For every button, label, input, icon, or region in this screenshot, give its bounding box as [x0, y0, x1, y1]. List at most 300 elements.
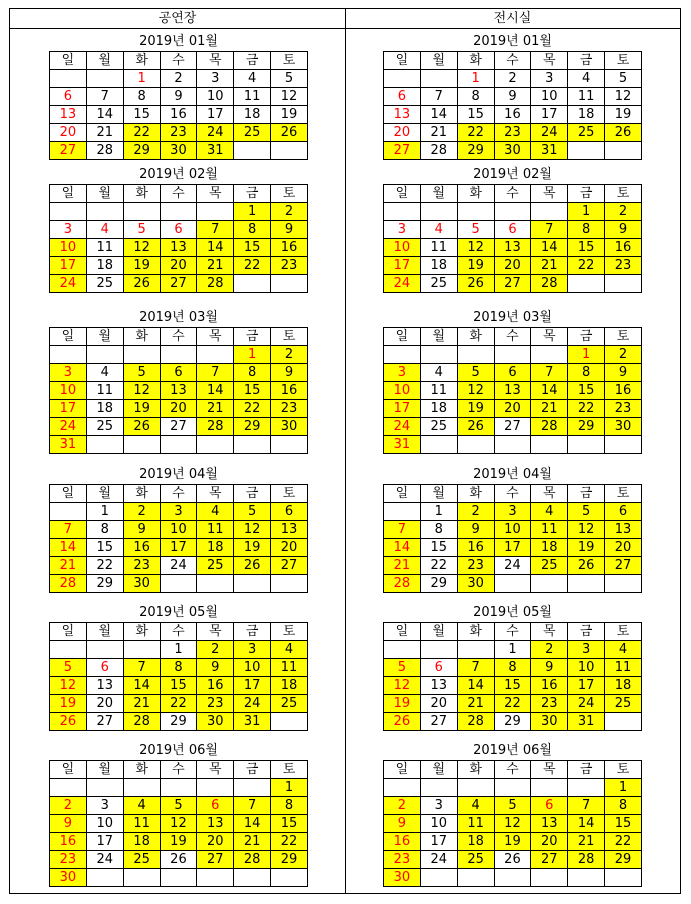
- day-cell: 31: [568, 713, 605, 731]
- day-cell: 7: [86, 88, 123, 106]
- week-row: [50, 239, 308, 257]
- day-cell: 18: [605, 677, 642, 695]
- day-cell: 3: [531, 70, 568, 88]
- empty-day-cell: [531, 779, 568, 797]
- month-title: 2019년 04월: [473, 467, 552, 482]
- week-row: [50, 275, 308, 293]
- day-cell: 5: [568, 503, 605, 521]
- day-cell: 20: [420, 695, 457, 713]
- weekday-header: 목: [531, 52, 568, 70]
- day-cell: 9: [50, 815, 87, 833]
- day-cell: 1: [568, 203, 605, 221]
- weekday-header: 화: [123, 485, 160, 503]
- day-cell: 26: [123, 275, 160, 293]
- day-cell: 24: [531, 124, 568, 142]
- week-row: [50, 695, 308, 713]
- day-cell: 16: [494, 106, 531, 124]
- day-cell: 30: [50, 869, 87, 887]
- weekday-header: 토: [271, 761, 308, 779]
- day-cell: 9: [197, 659, 234, 677]
- day-cell: 16: [50, 833, 87, 851]
- day-cell: 11: [86, 382, 123, 400]
- week-row: [50, 779, 308, 797]
- day-cell: 12: [494, 815, 531, 833]
- day-cell: 28: [123, 713, 160, 731]
- day-cell: 6: [271, 503, 308, 521]
- month-title: 2019년 03월: [139, 310, 218, 325]
- month-table: [383, 760, 642, 887]
- week-row: [384, 713, 642, 731]
- week-row: [50, 88, 308, 106]
- day-cell: 9: [271, 364, 308, 382]
- day-cell: 20: [531, 833, 568, 851]
- day-cell: 8: [234, 364, 271, 382]
- day-cell: 10: [420, 815, 457, 833]
- day-cell: 31: [384, 436, 421, 454]
- day-cell: 20: [160, 400, 197, 418]
- week-row: [384, 275, 642, 293]
- day-cell: 5: [123, 364, 160, 382]
- day-cell: 16: [123, 539, 160, 557]
- empty-day-cell: [86, 779, 123, 797]
- week-row: [384, 677, 642, 695]
- weekday-header: 월: [420, 761, 457, 779]
- day-cell: 27: [420, 713, 457, 731]
- day-cell: 1: [160, 641, 197, 659]
- month-table: [49, 327, 308, 454]
- day-cell: 27: [86, 713, 123, 731]
- weekday-header: 화: [457, 485, 494, 503]
- day-cell: 31: [531, 142, 568, 160]
- empty-day-cell: [234, 575, 271, 593]
- week-row: [384, 695, 642, 713]
- empty-day-cell: [123, 203, 160, 221]
- week-row: [50, 797, 308, 815]
- week-row: [384, 257, 642, 275]
- day-cell: 27: [531, 851, 568, 869]
- day-cell: 18: [531, 539, 568, 557]
- day-cell: 3: [384, 221, 421, 239]
- empty-day-cell: [420, 779, 457, 797]
- weekday-header-row: [384, 761, 642, 779]
- empty-day-cell: [531, 346, 568, 364]
- day-cell: 7: [234, 797, 271, 815]
- day-cell: 15: [605, 815, 642, 833]
- weekday-header-row: [384, 623, 642, 641]
- empty-day-cell: [50, 641, 87, 659]
- day-cell: 24: [234, 695, 271, 713]
- day-cell: 28: [234, 851, 271, 869]
- day-cell: 21: [123, 695, 160, 713]
- week-row: [50, 70, 308, 88]
- month-table: [49, 760, 308, 887]
- weekday-header: 일: [50, 623, 87, 641]
- day-cell: 14: [86, 106, 123, 124]
- day-cell: 6: [384, 88, 421, 106]
- week-row: [50, 221, 308, 239]
- week-row: [50, 346, 308, 364]
- weekday-header: 일: [50, 185, 87, 203]
- weekday-header: 금: [234, 52, 271, 70]
- empty-day-cell: [457, 641, 494, 659]
- weekday-header: 일: [384, 328, 421, 346]
- empty-day-cell: [160, 779, 197, 797]
- day-cell: 8: [123, 88, 160, 106]
- day-cell: 7: [123, 659, 160, 677]
- day-cell: 17: [160, 539, 197, 557]
- day-cell: 29: [234, 418, 271, 436]
- month-title: 2019년 04월: [139, 467, 218, 482]
- week-row: [50, 364, 308, 382]
- day-cell: 25: [197, 557, 234, 575]
- week-row: [384, 851, 642, 869]
- day-cell: 8: [457, 88, 494, 106]
- weekday-header: 수: [494, 623, 531, 641]
- week-row: [384, 779, 642, 797]
- empty-day-cell: [384, 203, 421, 221]
- empty-day-cell: [384, 779, 421, 797]
- day-cell: 14: [234, 815, 271, 833]
- week-row: [384, 346, 642, 364]
- day-cell: 27: [271, 557, 308, 575]
- day-cell: 29: [86, 575, 123, 593]
- month-table: [383, 327, 642, 454]
- day-cell: 5: [494, 797, 531, 815]
- weekday-header: 금: [568, 328, 605, 346]
- weekday-header: 월: [420, 185, 457, 203]
- week-row: [50, 521, 308, 539]
- day-cell: 4: [568, 70, 605, 88]
- day-cell: 15: [420, 539, 457, 557]
- day-cell: 9: [605, 364, 642, 382]
- day-cell: 23: [160, 124, 197, 142]
- empty-day-cell: [384, 70, 421, 88]
- day-cell: 21: [197, 400, 234, 418]
- day-cell: 24: [384, 418, 421, 436]
- empty-day-cell: [420, 346, 457, 364]
- day-cell: 12: [123, 382, 160, 400]
- day-cell: 15: [457, 106, 494, 124]
- week-row: [384, 539, 642, 557]
- empty-day-cell: [271, 142, 308, 160]
- empty-day-cell: [494, 203, 531, 221]
- day-cell: 1: [234, 346, 271, 364]
- day-cell: 23: [384, 851, 421, 869]
- empty-day-cell: [271, 436, 308, 454]
- day-cell: 12: [384, 677, 421, 695]
- empty-day-cell: [234, 436, 271, 454]
- empty-day-cell: [605, 275, 642, 293]
- empty-day-cell: [234, 142, 271, 160]
- day-cell: 15: [123, 106, 160, 124]
- day-cell: 19: [605, 106, 642, 124]
- gallery-calendar-month: [383, 603, 642, 731]
- day-cell: 30: [494, 142, 531, 160]
- day-cell: 16: [384, 833, 421, 851]
- day-cell: 14: [384, 539, 421, 557]
- day-cell: 23: [457, 557, 494, 575]
- weekday-header: 목: [197, 485, 234, 503]
- weekday-header: 화: [123, 328, 160, 346]
- day-cell: 19: [568, 539, 605, 557]
- week-row: [384, 659, 642, 677]
- day-cell: 3: [160, 503, 197, 521]
- day-cell: 22: [457, 124, 494, 142]
- weekday-header: 금: [234, 623, 271, 641]
- day-cell: 6: [160, 364, 197, 382]
- week-row: [384, 106, 642, 124]
- weekday-header: 목: [531, 623, 568, 641]
- weekday-header: 월: [86, 52, 123, 70]
- weekday-header: 목: [197, 761, 234, 779]
- empty-day-cell: [494, 575, 531, 593]
- day-cell: 25: [420, 418, 457, 436]
- empty-day-cell: [197, 779, 234, 797]
- day-cell: 10: [160, 521, 197, 539]
- day-cell: 6: [605, 503, 642, 521]
- day-cell: 5: [384, 659, 421, 677]
- day-cell: 16: [531, 677, 568, 695]
- day-cell: 15: [86, 539, 123, 557]
- day-cell: 19: [123, 257, 160, 275]
- weekday-header: 수: [160, 328, 197, 346]
- weekday-header: 수: [160, 485, 197, 503]
- day-cell: 25: [86, 275, 123, 293]
- weekday-header: 월: [420, 485, 457, 503]
- day-cell: 18: [420, 257, 457, 275]
- day-cell: 12: [50, 677, 87, 695]
- week-row: [384, 400, 642, 418]
- day-cell: 19: [123, 400, 160, 418]
- day-cell: 20: [160, 257, 197, 275]
- day-cell: 18: [568, 106, 605, 124]
- day-cell: 18: [234, 106, 271, 124]
- day-cell: 13: [160, 382, 197, 400]
- day-cell: 15: [234, 239, 271, 257]
- day-cell: 6: [160, 221, 197, 239]
- day-cell: 10: [531, 88, 568, 106]
- day-cell: 11: [86, 239, 123, 257]
- day-cell: 28: [457, 713, 494, 731]
- weekday-header: 일: [50, 761, 87, 779]
- week-row: [384, 557, 642, 575]
- day-cell: 22: [123, 124, 160, 142]
- schedule-frame: [9, 8, 681, 894]
- day-cell: 10: [197, 88, 234, 106]
- day-cell: 22: [160, 695, 197, 713]
- empty-day-cell: [123, 779, 160, 797]
- empty-day-cell: [271, 713, 308, 731]
- day-cell: 17: [420, 833, 457, 851]
- day-cell: 14: [197, 239, 234, 257]
- day-cell: 28: [50, 575, 87, 593]
- day-cell: 1: [568, 346, 605, 364]
- weekday-header: 토: [271, 52, 308, 70]
- day-cell: 23: [605, 400, 642, 418]
- day-cell: 16: [271, 239, 308, 257]
- empty-day-cell: [160, 436, 197, 454]
- day-cell: 12: [123, 239, 160, 257]
- day-cell: 25: [531, 557, 568, 575]
- empty-day-cell: [420, 70, 457, 88]
- weekday-header-row: [384, 185, 642, 203]
- day-cell: 18: [457, 833, 494, 851]
- empty-day-cell: [197, 575, 234, 593]
- day-cell: 17: [234, 677, 271, 695]
- weekday-header: 토: [605, 52, 642, 70]
- day-cell: 5: [123, 221, 160, 239]
- day-cell: 23: [123, 557, 160, 575]
- empty-day-cell: [384, 346, 421, 364]
- day-cell: 14: [420, 106, 457, 124]
- weekday-header: 화: [457, 52, 494, 70]
- weekday-header-row: [384, 328, 642, 346]
- empty-day-cell: [234, 869, 271, 887]
- day-cell: 12: [605, 88, 642, 106]
- day-cell: 30: [384, 869, 421, 887]
- day-cell: 19: [494, 833, 531, 851]
- weekday-header: 토: [605, 185, 642, 203]
- weekday-header: 화: [457, 185, 494, 203]
- day-cell: 13: [197, 815, 234, 833]
- weekday-header-row: [50, 761, 308, 779]
- day-cell: 18: [123, 833, 160, 851]
- empty-day-cell: [568, 869, 605, 887]
- day-cell: 13: [494, 239, 531, 257]
- day-cell: 14: [531, 382, 568, 400]
- day-cell: 1: [271, 779, 308, 797]
- day-cell: 10: [234, 659, 271, 677]
- day-cell: 30: [457, 575, 494, 593]
- empty-day-cell: [568, 779, 605, 797]
- day-cell: 1: [605, 779, 642, 797]
- day-cell: 5: [160, 797, 197, 815]
- weekday-header: 월: [86, 185, 123, 203]
- day-cell: 21: [531, 257, 568, 275]
- day-cell: 4: [457, 797, 494, 815]
- day-cell: 6: [86, 659, 123, 677]
- weekday-header: 월: [420, 623, 457, 641]
- day-cell: 22: [568, 400, 605, 418]
- day-cell: 10: [86, 815, 123, 833]
- day-cell: 26: [234, 557, 271, 575]
- day-cell: 6: [494, 364, 531, 382]
- week-row: [50, 203, 308, 221]
- day-cell: 22: [494, 695, 531, 713]
- weekday-header: 금: [568, 761, 605, 779]
- day-cell: 10: [50, 239, 87, 257]
- day-cell: 3: [50, 221, 87, 239]
- weekday-header: 수: [494, 328, 531, 346]
- empty-day-cell: [86, 436, 123, 454]
- day-cell: 4: [197, 503, 234, 521]
- day-cell: 23: [531, 695, 568, 713]
- day-cell: 23: [271, 257, 308, 275]
- day-cell: 25: [568, 124, 605, 142]
- day-cell: 28: [197, 275, 234, 293]
- empty-day-cell: [494, 346, 531, 364]
- day-cell: 29: [123, 142, 160, 160]
- day-cell: 17: [568, 677, 605, 695]
- day-cell: 22: [568, 257, 605, 275]
- empty-day-cell: [50, 779, 87, 797]
- day-cell: 1: [123, 70, 160, 88]
- day-cell: 21: [234, 833, 271, 851]
- day-cell: 31: [234, 713, 271, 731]
- day-cell: 20: [384, 124, 421, 142]
- day-cell: 17: [86, 833, 123, 851]
- day-cell: 27: [384, 142, 421, 160]
- day-cell: 26: [271, 124, 308, 142]
- weekday-header: 토: [605, 623, 642, 641]
- week-row: [384, 575, 642, 593]
- empty-day-cell: [160, 869, 197, 887]
- week-row: [50, 400, 308, 418]
- empty-day-cell: [420, 641, 457, 659]
- empty-day-cell: [605, 713, 642, 731]
- weekday-header: 목: [531, 185, 568, 203]
- month-table: [383, 51, 642, 160]
- week-row: [384, 203, 642, 221]
- day-cell: 20: [50, 124, 87, 142]
- weekday-header: 일: [384, 185, 421, 203]
- venue-calendar-month: [49, 741, 308, 887]
- day-cell: 28: [86, 142, 123, 160]
- day-cell: 30: [160, 142, 197, 160]
- day-cell: 16: [457, 539, 494, 557]
- day-cell: 2: [197, 641, 234, 659]
- weekday-header: 화: [123, 623, 160, 641]
- day-cell: 12: [160, 815, 197, 833]
- weekday-header: 목: [531, 328, 568, 346]
- day-cell: 24: [197, 124, 234, 142]
- day-cell: 26: [605, 124, 642, 142]
- weekday-header: 월: [420, 328, 457, 346]
- empty-day-cell: [568, 575, 605, 593]
- week-row: [50, 641, 308, 659]
- empty-day-cell: [50, 346, 87, 364]
- empty-day-cell: [86, 869, 123, 887]
- day-cell: 13: [50, 106, 87, 124]
- day-cell: 17: [50, 400, 87, 418]
- weekday-header: 금: [568, 623, 605, 641]
- weekday-header: 토: [605, 328, 642, 346]
- week-row: [50, 436, 308, 454]
- week-row: [384, 833, 642, 851]
- empty-day-cell: [197, 436, 234, 454]
- day-cell: 7: [50, 521, 87, 539]
- weekday-header: 목: [197, 328, 234, 346]
- day-cell: 29: [457, 142, 494, 160]
- day-cell: 19: [50, 695, 87, 713]
- day-cell: 30: [605, 418, 642, 436]
- month-title: 2019년 05월: [139, 605, 218, 620]
- empty-day-cell: [123, 346, 160, 364]
- day-cell: 7: [197, 221, 234, 239]
- day-cell: 26: [123, 418, 160, 436]
- empty-day-cell: [271, 275, 308, 293]
- weekday-header: 월: [86, 485, 123, 503]
- day-cell: 9: [123, 521, 160, 539]
- day-cell: 19: [234, 539, 271, 557]
- empty-day-cell: [234, 275, 271, 293]
- empty-day-cell: [568, 142, 605, 160]
- weekday-header: 수: [494, 761, 531, 779]
- day-cell: 12: [457, 382, 494, 400]
- weekday-header: 수: [160, 185, 197, 203]
- week-row: [50, 106, 308, 124]
- day-cell: 11: [457, 815, 494, 833]
